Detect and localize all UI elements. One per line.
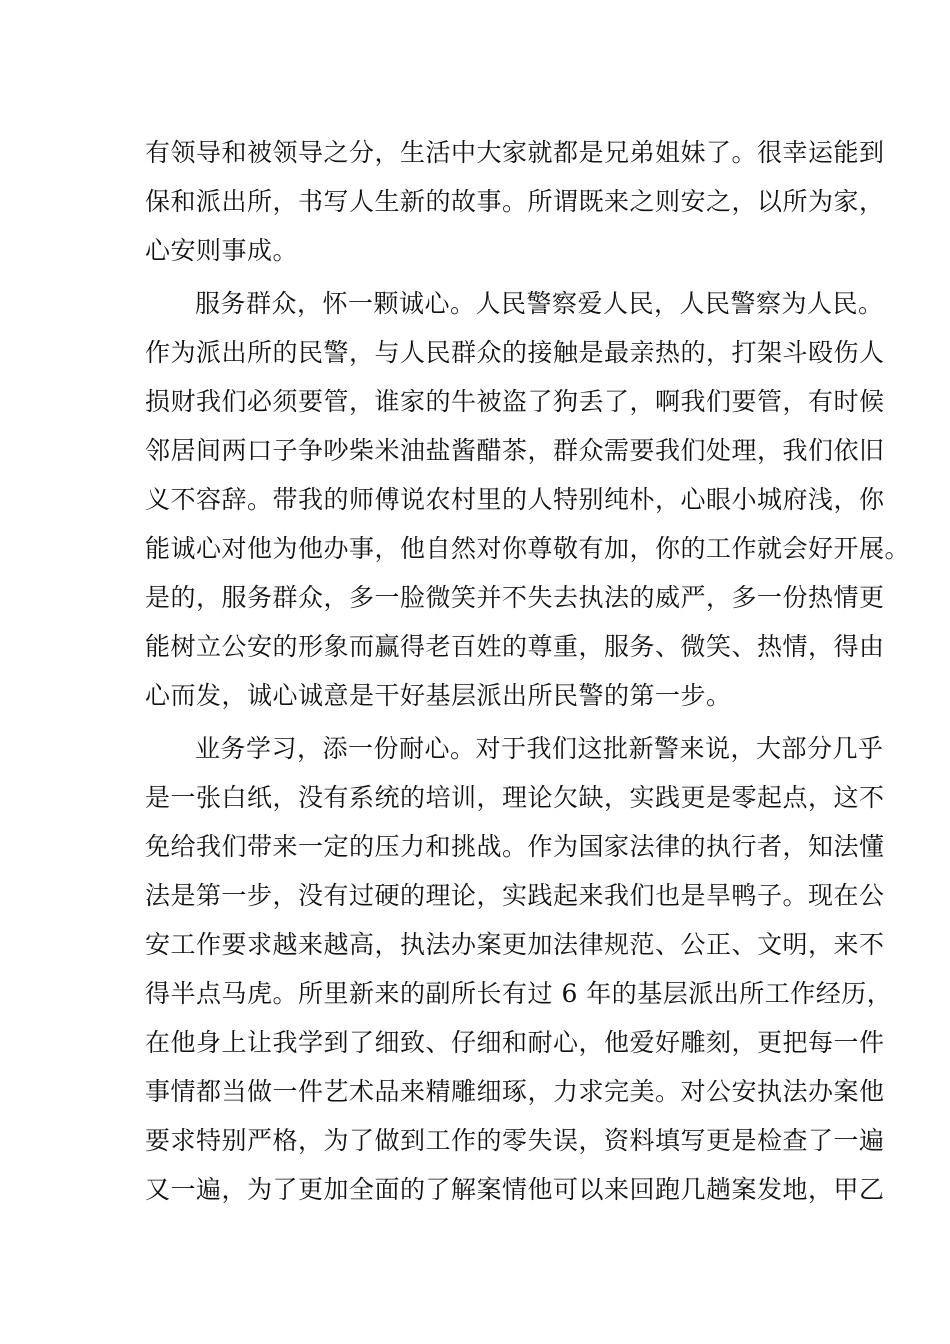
text-line: 得半点马虎。所里新来的副所长有过 6 年的基层派出所工作经历， bbox=[145, 979, 893, 1008]
text-line: 心而发，诚心诚意是干好基层派出所民警的第一步。 bbox=[145, 681, 732, 710]
text-line: 义不容辞。带我的师傅说农村里的人特别纯朴，心眼小城府浅，你 bbox=[145, 485, 885, 514]
text-line: 是一张白纸，没有系统的培训，理论欠缺，实践更是零起点，这不 bbox=[145, 783, 885, 812]
text-line: 能树立公安的形象而赢得老百姓的尊重，服务、微笑、热情，得由 bbox=[145, 632, 885, 661]
text-line: 能诚心对他为他办事，他自然对你尊敬有加，你的工作就会好开展。 bbox=[145, 534, 911, 563]
text-line: 邻居间两口子争吵柴米油盐酱醋茶，群众需要我们处理，我们依旧 bbox=[145, 436, 885, 465]
text-line: 事情都当做一件艺术品来精雕细琢，力求完美。对公安执法办案他 bbox=[145, 1077, 885, 1106]
text-line: 作为派出所的民警，与人民群众的接触是最亲热的，打架斗殴伤人 bbox=[145, 338, 885, 367]
text-line: 免给我们带来一定的压力和挑战。作为国家法律的执行者，知法懂 bbox=[145, 832, 885, 861]
text-line: 是的，服务群众，多一脸微笑并不失去执法的威严，多一份热情更 bbox=[145, 583, 885, 612]
text-line: 法是第一步，没有过硬的理论，实践起来我们也是旱鸭子。现在公 bbox=[145, 881, 885, 910]
paragraph-start-line: 业务学习，添一份耐心。对于我们这批新警来说，大部分几乎 bbox=[195, 734, 884, 763]
text-line: 安工作要求越来越高，执法办案更加法律规范、公正、文明，来不 bbox=[145, 930, 885, 959]
text-line: 要求特别严格，为了做到工作的零失误，资料填写更是检查了一遍 bbox=[145, 1126, 885, 1155]
text-line: 在他身上让我学到了细致、仔细和耐心，他爱好雕刻，更把每一件 bbox=[145, 1028, 885, 1057]
text-line: 损财我们必须要管，谁家的牛被盗了狗丢了，啊我们要管，有时候 bbox=[145, 387, 885, 416]
text-line: 有领导和被领导之分，生活中大家就都是兄弟姐妹了。很幸运能到 bbox=[145, 138, 885, 167]
paragraph-start-line: 服务群众，怀一颗诚心。人民警察爱人民，人民警察为人民。 bbox=[195, 289, 884, 318]
text-line: 又一遍，为了更加全面的了解案情他可以来回跑几趟案发地，甲乙 bbox=[145, 1175, 885, 1204]
text-line: 保和派出所，书写人生新的故事。所谓既来之则安之，以所为家， bbox=[145, 187, 885, 216]
text-line: 心安则事成。 bbox=[145, 236, 299, 265]
